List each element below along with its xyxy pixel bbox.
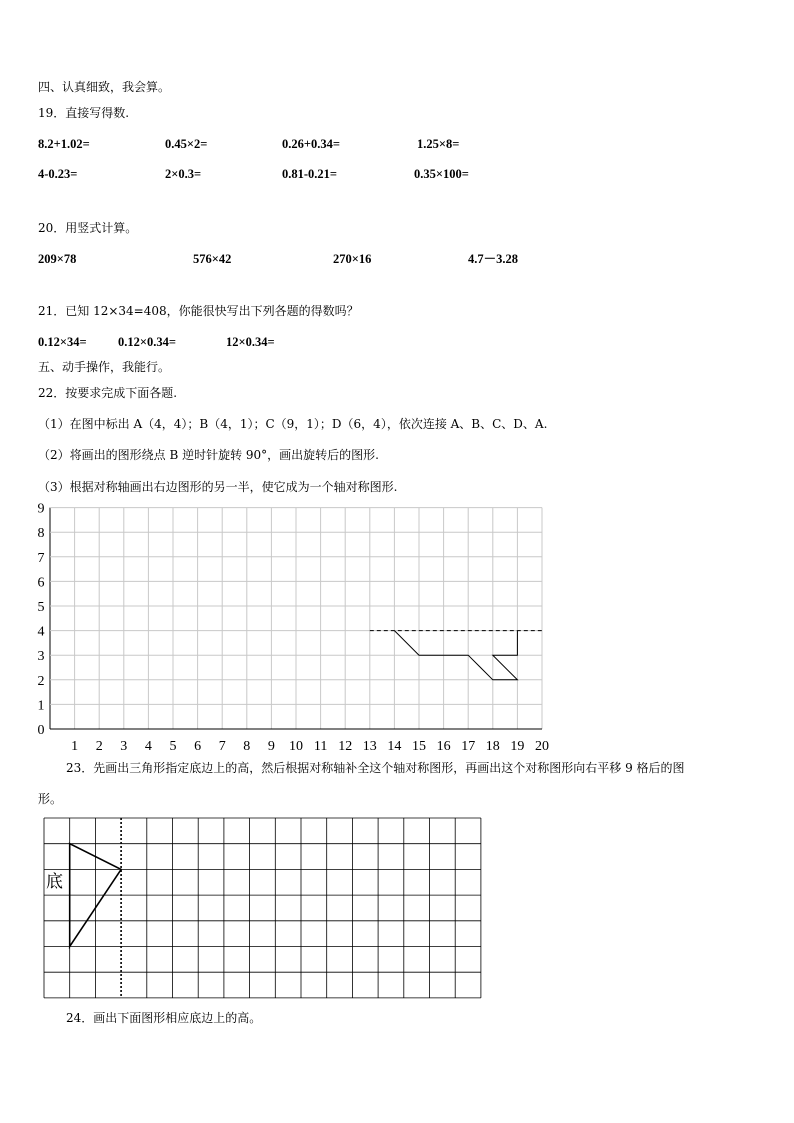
- x-tick-label: 18: [485, 739, 500, 754]
- q19-item: 0.26+0.34=: [282, 137, 340, 151]
- x-tick-label: 10: [289, 739, 303, 754]
- x-tick-label: 9: [267, 739, 275, 754]
- base-label: 底: [46, 872, 63, 892]
- q22-title: 22．按要求完成下面各题.: [38, 386, 178, 400]
- x-tick-label: 8: [243, 739, 251, 754]
- q24-title: 24．画出下面图形相应底边上的高。: [66, 1011, 262, 1025]
- section5-title: 五、动手操作，我能行。: [38, 360, 171, 374]
- q19-item: 0.45×2=: [165, 137, 208, 151]
- y-tick-label: 2: [37, 673, 45, 689]
- q19-item: 0.35×100=: [414, 167, 469, 181]
- x-tick-label: 2: [95, 739, 103, 754]
- q19-item: 4-0.23=: [38, 167, 78, 181]
- x-tick-label: 19: [510, 739, 525, 754]
- x-tick-label: 11: [313, 739, 328, 754]
- x-tick-label: 5: [169, 739, 177, 754]
- x-tick-label: 13: [362, 739, 377, 754]
- q19-item: 8.2+1.02=: [38, 137, 90, 151]
- q23-title-line2: 形。: [38, 792, 63, 806]
- q20-item: 270×16: [333, 252, 372, 266]
- section4-title: 四、认真细致，我会算。: [38, 80, 171, 94]
- x-tick-label: 12: [338, 739, 353, 754]
- x-tick-label: 7: [218, 739, 226, 754]
- x-tick-label: 1: [71, 739, 79, 754]
- y-tick-label: 5: [37, 600, 45, 615]
- y-tick-label: 0: [37, 723, 45, 738]
- q19-item: 2×0.3=: [165, 167, 202, 181]
- y-tick-label: 9: [37, 501, 45, 517]
- x-tick-label: 14: [387, 739, 402, 754]
- x-tick-label: 15: [412, 739, 426, 754]
- q21-title: 21．已知 12×34=408，你能很快写出下列各题的得数吗？: [38, 304, 359, 318]
- q21-item: 12×0.34=: [226, 335, 275, 349]
- x-tick-label: 16: [436, 739, 451, 754]
- q21-item: 0.12×0.34=: [118, 335, 176, 349]
- x-tick-label: 6: [194, 739, 202, 754]
- q19-item: 1.25×8=: [417, 137, 460, 151]
- y-tick-label: 6: [37, 575, 45, 591]
- x-tick-label: 20: [535, 739, 549, 754]
- q19-item: 0.81-0.21=: [282, 167, 338, 181]
- q20-title: 20．用竖式计算。: [38, 221, 138, 235]
- q21-item: 0.12×34=: [38, 335, 87, 349]
- q22-part2: （2）将画出的图形绕点 B 逆时针旋转 90°，画出旋转后的图形.: [38, 448, 379, 462]
- q22-part1: （1）在图中标出 A（4，4）；B（4，1）；C（9，1）；D（6，4），依次连接 A、B、C、D、A.: [38, 417, 548, 431]
- x-tick-label: 4: [144, 739, 152, 754]
- y-tick-label: 7: [37, 550, 45, 566]
- x-tick-label: 3: [120, 739, 128, 754]
- q20-item: 576×42: [193, 252, 232, 266]
- q22-part3: （3）根据对称轴画出右边图形的另一半，使它成为一个轴对称图形.: [38, 480, 398, 494]
- y-tick-label: 4: [37, 624, 45, 640]
- q19-title: 19．直接写得数.: [38, 106, 130, 120]
- y-tick-label: 1: [37, 698, 45, 714]
- x-tick-label: 17: [461, 739, 476, 754]
- q23-title-line1: 23．先画出三角形指定底边上的高，然后根据对称轴补全这个轴对称图形，再画出这个对称图形向右平移 9 格后的图: [66, 761, 685, 775]
- q20-item: 4.7－3.28: [468, 252, 519, 266]
- y-tick-label: 8: [37, 526, 45, 542]
- q20-item: 209×78: [38, 252, 77, 266]
- y-tick-label: 3: [37, 649, 45, 665]
